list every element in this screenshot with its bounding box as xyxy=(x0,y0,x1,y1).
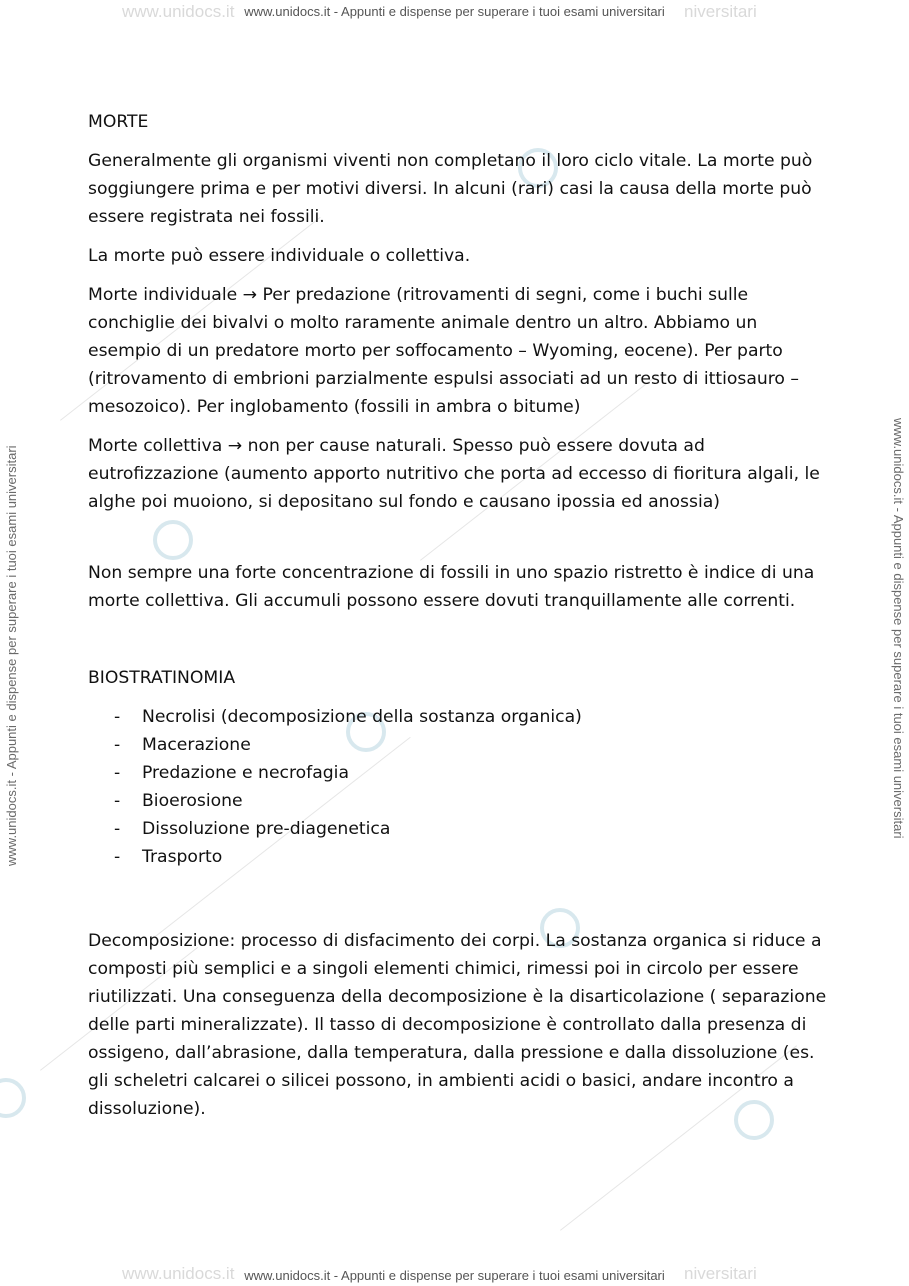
list-item xyxy=(88,787,828,815)
biostratinomia-list xyxy=(88,703,828,871)
list-item-text: Macerazione xyxy=(142,735,251,755)
paragraph: Morte individuale → Per predazione (ritrovamenti di segni, come i buchi sulle conchiglie dei bivalvi o molto raramente animale dentro un altro. Abbiamo un esempio di un predatore morto per soffocamento – Wyoming, eocene). Per parto (ritrovamento di embrioni parzialmente espulsi associati ad un resto di ittiosauro – mesozoico). Per inglobamento (fossili in ambra o bitume) xyxy=(88,285,800,417)
list-item-text: Necrolisi (decomposizione della sostanza organica) xyxy=(142,707,582,727)
list-item xyxy=(88,815,828,843)
footer-watermark: www.unidocs.it - Appunti e dispense per superare i tuoi esami universitari xyxy=(244,1268,665,1283)
paragraph: Morte collettiva → non per cause naturali. Spesso può essere dovuta ad eutrofizzazione (aumento apporto nutritivo che porta ad eccesso di fioritura algali, le alghe poi muoiono, si depositano sul fondo e causano ipossia ed anossia) xyxy=(88,436,820,512)
list-bullet: - xyxy=(114,819,121,839)
footer-ghost-right: niversitari xyxy=(684,1264,757,1283)
paragraph: Decomposizione: processo di disfacimento dei corpi. La sostanza organica si riduce a composti più semplici e a singoli elementi chimici, rimessi poi in circolo per essere riutilizzati. Una conseguenza della decomposizione è la disarticolazione ( separazione delle parti mineralizzate). Il tasso di decomposizione è controllato dalla presenza di ossigeno, dall’abrasione, dalla temperatura, dalla pressione e dalla dissoluzione (es. gli scheletri calcarei o silicei possono, in ambienti acidi o basici, andare incontro a dissoluzione). xyxy=(88,931,827,1119)
paragraph: Non sempre una forte concentrazione di fossili in uno spazio ristretto è indice di una morte collettiva. Gli accumuli possono essere dovuti tranquillamente alle correnti. xyxy=(88,563,815,611)
header-ghost-right: niversitari xyxy=(684,2,757,21)
spacer xyxy=(88,871,828,927)
list-bullet: - xyxy=(114,791,121,811)
list-item xyxy=(88,731,828,759)
list-item-text: Dissoluzione pre-diagenetica xyxy=(142,819,391,839)
list-item xyxy=(88,843,828,871)
watermark-logo-icon xyxy=(0,1078,26,1118)
list-item-text: Predazione e necrofagia xyxy=(142,763,349,783)
list-bullet: - xyxy=(114,707,121,727)
list-item-text: Trasporto xyxy=(142,847,223,867)
paragraph: La morte può essere individuale o collettiva. xyxy=(88,246,471,266)
document-body xyxy=(88,108,828,1134)
list-bullet: - xyxy=(114,735,121,755)
footer-ghost-left: www.unidocs.it xyxy=(122,1264,235,1283)
list-item xyxy=(88,759,828,787)
spacer xyxy=(88,626,828,664)
header-watermark: www.unidocs.it - Appunti e dispense per superare i tuoi esami universitari xyxy=(244,4,665,19)
list-bullet: - xyxy=(114,763,121,783)
list-item xyxy=(88,703,828,731)
list-item-text: Bioerosione xyxy=(142,791,243,811)
section-heading-biostratinomia: BIOSTRATINOMIA xyxy=(88,668,236,688)
header-ghost-left: www.unidocs.it xyxy=(122,2,235,21)
list-bullet: - xyxy=(114,847,121,867)
section-heading-morte: MORTE xyxy=(88,112,149,132)
side-watermark-left: www.unidocs.it - Appunti e dispense per superare i tuoi esami universitari xyxy=(4,445,19,866)
paragraph: Generalmente gli organismi viventi non completano il loro ciclo vitale. La morte può soggiungere prima e per motivi diversi. In alcuni (rari) casi la causa della morte può essere registrata nei fossili. xyxy=(88,151,813,227)
spacer xyxy=(88,527,828,559)
side-watermark-right: www.unidocs.it - Appunti e dispense per superare i tuoi esami universitari xyxy=(891,418,906,839)
